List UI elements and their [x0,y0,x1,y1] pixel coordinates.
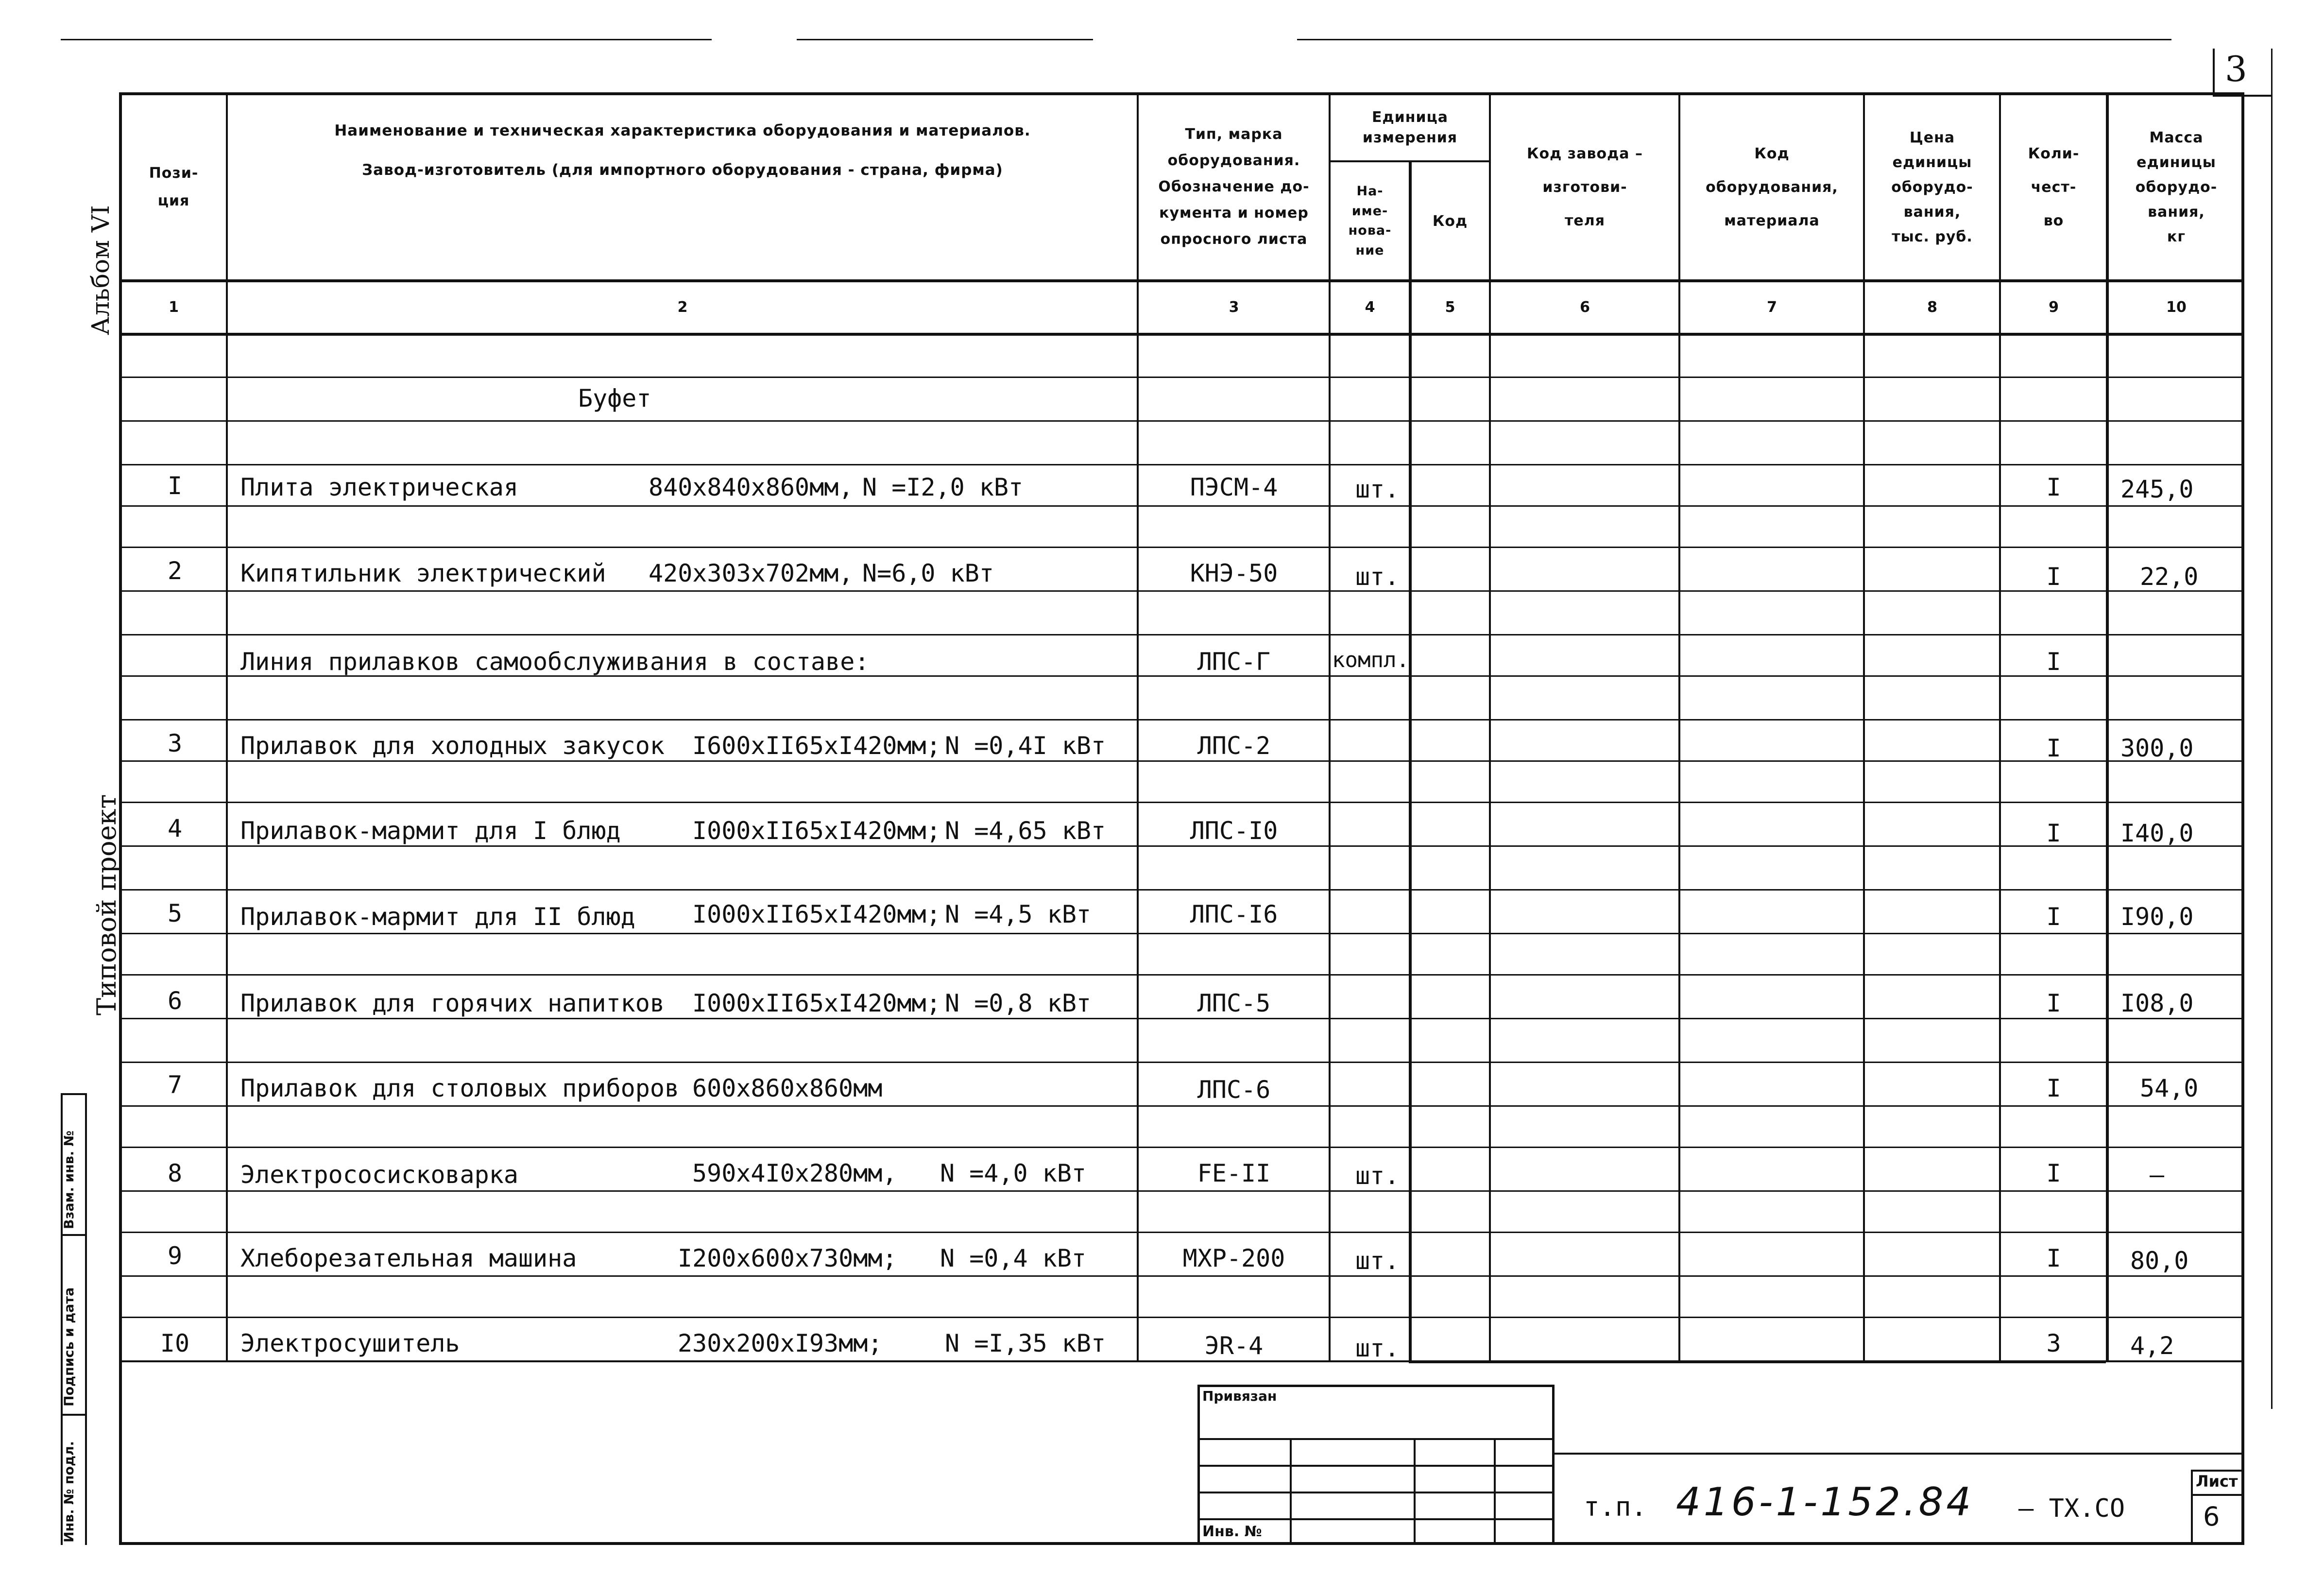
row-5-mass: I40,0 [2120,819,2194,847]
row-4-mass: 300,0 [2120,734,2194,762]
row-4-power: N =0,4I кВт [945,732,1106,760]
row-10-mass: 80,0 [2130,1247,2189,1275]
header-plant-code: Код завода – изготови- теля [1527,145,1643,229]
col-num-2: 2 [677,299,688,316]
row-10-unit: шт. [1355,1247,1400,1275]
col-num-1: 1 [169,299,179,316]
row-6-mass: I90,0 [2120,903,2194,931]
row-3-name: Линия прилавков самообслуживания в составе: [240,648,870,676]
row-9-name: Электрососисковарка [240,1161,518,1189]
col-num-9: 9 [2049,299,2059,316]
sheet-number: 6 [2203,1501,2220,1532]
row-1-mass: 245,0 [2120,475,2194,503]
row-2-power: N=6,0 кВт [862,559,994,587]
sheet-corner-number: 3 [2225,49,2247,89]
row-11-power: N =I,35 кВт [945,1329,1106,1357]
row-1-name: Плита электрическая [240,473,518,501]
row-9-type: FE-II [1197,1159,1271,1187]
document-number: 416-1-152.84 [1676,1479,1974,1525]
row-1-quantity: I [2046,473,2061,501]
col-num-7: 7 [1767,299,1777,316]
col-num-4: 4 [1365,299,1375,316]
row-2-mass: 22,0 [2140,563,2199,591]
row-11-spec: 230х200хI93мм; [678,1329,883,1357]
row-11-position: I0 [160,1329,190,1357]
row-9-mass: – [2149,1161,2165,1189]
row-11-quantity: 3 [2046,1329,2061,1357]
row-3-unit: компл. [1332,648,1409,672]
row-9-power: N =4,0 кВт [940,1159,1087,1187]
col-num-3: 3 [1229,299,1239,316]
header-unit-code: Код [1432,212,1468,230]
project-label: Типовой проект [91,794,122,1015]
row-7-quantity: I [2046,989,2061,1017]
header-type: Тип, марка оборудования. Обозначение до- кумента и номер опросного листа [1158,126,1310,248]
bound-label: Привязан [1202,1388,1277,1404]
row-7-type: ЛПС-5 [1197,989,1271,1017]
row-7-mass: I08,0 [2120,989,2194,1017]
row-6-quantity: I [2046,903,2061,931]
row-3-quantity: I [2046,648,2061,676]
header-unit-name: На- име- нова- ние [1348,184,1392,258]
row-8-mass: 54,0 [2140,1074,2199,1102]
typical-project-label: т.п. [1584,1492,1647,1522]
row-5-name: Прилавок-мармит для I блюд [240,817,621,845]
row-11-unit: шт. [1355,1334,1400,1362]
row-4-position: 3 [167,729,183,757]
row-1-spec: 840х840х860мм, [649,473,854,501]
row-5-position: 4 [167,814,183,842]
header-quantity: Коли- чест- во [2028,145,2080,229]
row-5-quantity: I [2046,819,2061,847]
header-unit-group: Единица измерения [1362,108,1458,146]
row-10-power: N =0,4 кВт [940,1244,1087,1272]
row-4-name: Прилавок для холодных закусок [240,732,665,760]
row-1-power: N =I2,0 кВт [862,473,1024,501]
header-equipment-code: Код оборудования, материала [1706,145,1838,229]
row-4-type: ЛПС-2 [1197,732,1271,760]
row-8-type: ЛПС-6 [1197,1076,1271,1104]
stamp-label-replace: Взам. инв. № [62,1130,77,1229]
row-7-name: Прилавок для горячих напитков [240,989,665,1017]
row-8-name: Прилавок для столовых приборов [240,1074,680,1102]
header-name: Наименование и техническая характеристика оборудования и материалов. Завод-изготовитель (для импортного оборудования - страна, фирма) [334,122,1031,179]
row-6-spec: I000хII65хI420мм; [692,900,941,928]
row-6-type: ЛПС-I6 [1190,900,1278,928]
col-num-5: 5 [1445,299,1455,316]
row-3-type: ЛПС-Г [1197,648,1271,676]
row-8-spec: 600х860х860мм [692,1074,883,1102]
row-6-position: 5 [167,899,183,927]
row-1-type: ПЭСМ-4 [1190,473,1278,501]
row-5-power: N =4,65 кВт [945,817,1106,845]
row-7-spec: I000хII65хI420мм; [692,989,941,1017]
row-6-name: Прилавок-мармит для II блюд [240,903,635,931]
row-2-name: Кипятильник электрический [240,559,606,587]
row-4-quantity: I [2046,734,2061,762]
row-2-spec: 420х303х702мм, [649,559,854,587]
row-11-type: ЭR-4 [1204,1332,1264,1360]
header-position: Пози- ция [149,165,199,209]
row-1-unit: шт. [1355,475,1400,503]
row-10-quantity: I [2046,1244,2061,1272]
row-9-spec: 590х4I0х280мм, [692,1159,897,1187]
row-1-position: I [167,472,183,500]
sheet-label: Лист [2196,1472,2238,1491]
row-9-unit: шт. [1355,1162,1400,1190]
row-2-quantity: I [2046,563,2061,591]
row-2-type: КНЭ-50 [1190,559,1278,587]
col-num-8: 8 [1927,299,1937,316]
row-6-power: N =4,5 кВт [945,900,1092,928]
row-10-name: Хлеборезательная машина [240,1244,577,1272]
col-num-6: 6 [1580,299,1590,316]
header-price: Цена единицы оборудо- вания, тыс. руб. [1891,129,1973,245]
row-7-power: N =0,8 кВт [945,989,1092,1017]
header-mass: Масса единицы оборудо- вания, кг [2135,129,2218,245]
row-5-spec: I000хII65хI420мм; [692,817,941,845]
document-suffix: – ТХ.СО [2018,1494,2125,1523]
inventory-label: Инв. № [1202,1523,1262,1540]
row-9-position: 8 [167,1159,183,1187]
section-title: Буфет [578,384,651,412]
stamp-label-inventory: Инв. № подл. [62,1441,77,1543]
row-11-name: Электросушитель [240,1329,460,1357]
row-8-quantity: I [2046,1074,2061,1102]
row-10-type: МХР-200 [1182,1244,1285,1272]
row-2-unit: шт. [1355,563,1400,591]
col-num-10: 10 [2166,299,2187,316]
row-10-spec: I200х600х730мм; [678,1244,897,1272]
row-5-type: ЛПС-I0 [1190,817,1278,845]
row-7-position: 6 [167,987,183,1015]
row-8-position: 7 [167,1071,183,1099]
row-11-mass: 4,2 [2130,1332,2174,1360]
stamp-label-signature: Подпись и дата [62,1287,77,1406]
row-10-position: 9 [167,1242,183,1270]
row-9-quantity: I [2046,1159,2061,1187]
row-2-position: 2 [167,557,183,585]
row-4-spec: I600хII65хI420мм; [692,732,941,760]
album-label: Альбом VI [86,205,115,335]
